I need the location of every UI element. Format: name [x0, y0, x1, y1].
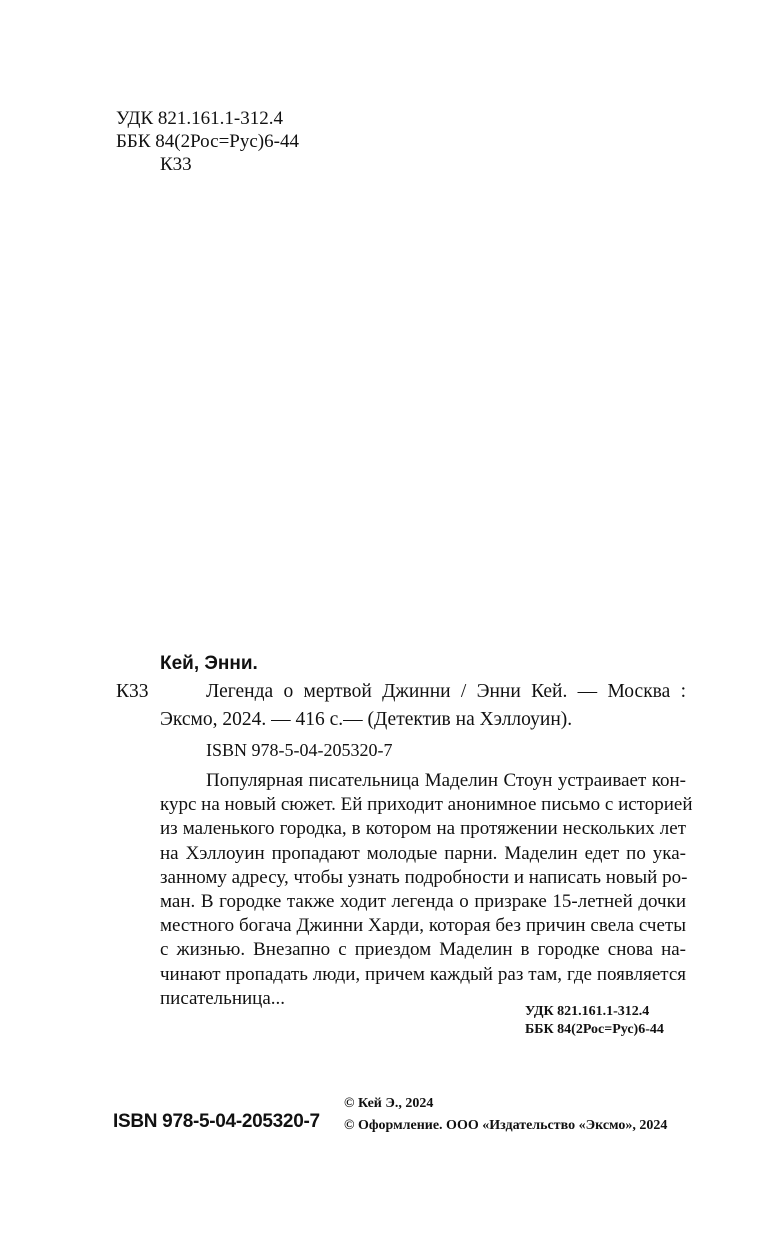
- copyright-author: © Кей Э., 2024: [344, 1096, 434, 1111]
- isbn-footer: ISBN 978-5-04-205320-7: [113, 1111, 320, 1132]
- author-sign: К33: [116, 681, 149, 702]
- annotation-line: ман. В городке также ходит легенда о призраке 15-летней дочки: [160, 891, 686, 913]
- copyright-design: © Оформление. ООО «Издательство «Эксмо», 2024: [344, 1118, 668, 1133]
- isbn-bib: ISBN 978-5-04-205320-7: [206, 740, 393, 760]
- annotation-line: чинают пропадать люди, причем каждый раз там, где появляется: [160, 963, 686, 985]
- bib-line-1: Легенда о мертвой Джинни / Энни Кей. — Москва :: [206, 681, 686, 702]
- author-heading: Кей, Энни.: [160, 653, 258, 674]
- annotation-line: курс на новый сюжет. Ей приходит анонимное письмо с историей: [160, 794, 693, 816]
- bib-line-2: Эксмо, 2024. — 416 с.— (Детектив на Хэллоуин).: [160, 709, 573, 730]
- annotation-line: писательница...: [160, 987, 286, 1009]
- bbk-code-right: ББК 84(2Рос=Рус)6-44: [525, 1022, 664, 1037]
- annotation-line: на Хэллоуин пропадают молодые парни. Маделин едет по ука-: [160, 842, 686, 864]
- annotation-line: из маленького городка, в котором на протяжении нескольких лет: [160, 818, 686, 840]
- annotation: [160, 769, 693, 1011]
- annotation-line: занному адресу, чтобы узнать подробности и написать новый ро-: [160, 866, 688, 888]
- annotation-line: Популярная писательница Маделин Стоун устраивает кон-: [206, 770, 686, 791]
- udk-code-top: УДК 821.161.1-312.4: [116, 108, 283, 129]
- annotation-line: с жизнью. Внезапно с приездом Маделин в городке снова на-: [160, 939, 686, 961]
- bbk-code-top: ББК 84(2Рос=Рус)6-44: [116, 131, 299, 152]
- annotation-line: местного богача Джинни Харди, которая без причин свела счеты: [160, 915, 686, 937]
- udk-code-right: УДК 821.161.1-312.4: [525, 1004, 650, 1019]
- author-sign-top: К33: [160, 154, 192, 175]
